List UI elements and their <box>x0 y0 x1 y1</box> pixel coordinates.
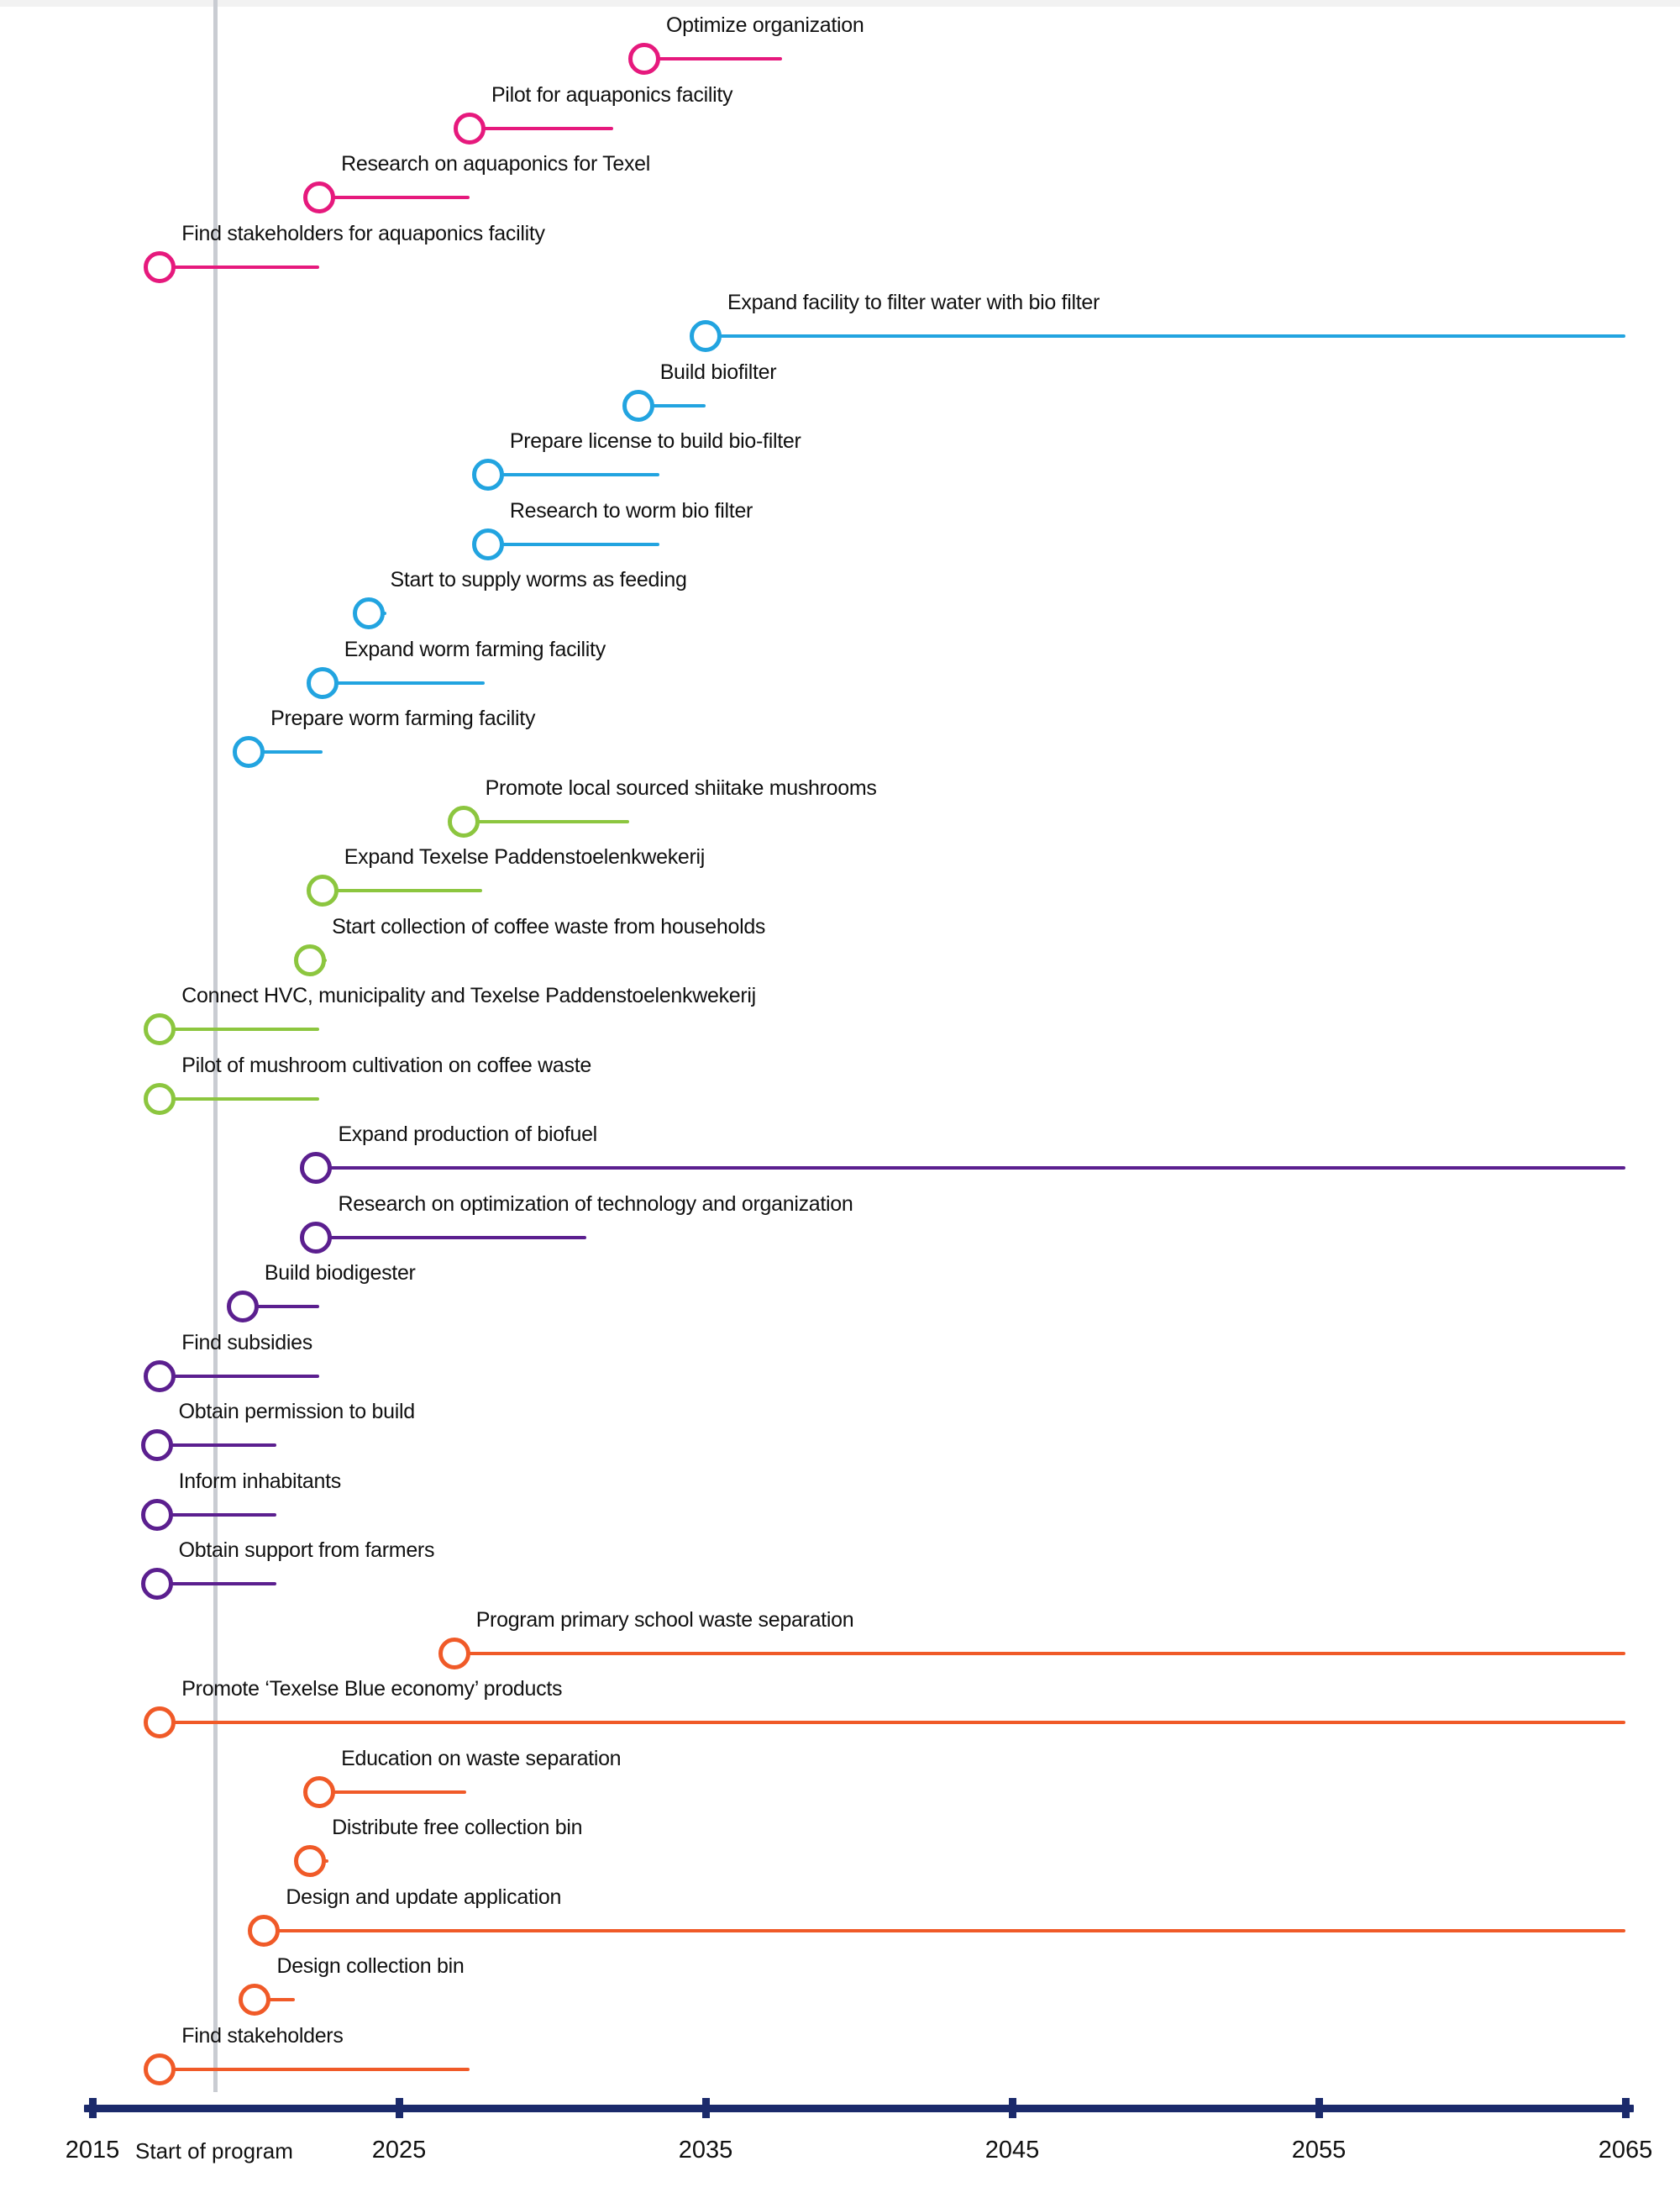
task-duration-bar <box>171 2068 470 2071</box>
task-duration-bar <box>169 1582 276 1585</box>
start-of-program-label: Start of program <box>135 2138 293 2164</box>
task-duration-bar <box>328 1236 585 1239</box>
axis-tick-label: 2035 <box>678 2137 733 2164</box>
axis-tick-label: 2045 <box>984 2137 1040 2164</box>
task-duration-bar <box>656 57 782 60</box>
task-duration-bar <box>171 1028 319 1031</box>
task-label: Prepare worm farming facility <box>270 707 536 730</box>
task-start-marker[interactable] <box>144 1013 176 1045</box>
task-duration-bar <box>171 266 319 269</box>
task-start-marker[interactable] <box>622 390 654 422</box>
timeline-task[interactable] <box>0 221 1680 292</box>
task-label: Expand worm farming facility <box>344 637 606 661</box>
task-label: Find stakeholders for aquaponics facility <box>181 221 545 245</box>
axis-tick-label: 2015 <box>65 2137 120 2164</box>
task-duration-bar <box>475 820 629 823</box>
task-label: Find subsidies <box>181 1330 312 1354</box>
task-label: Start to supply worms as feeding <box>390 568 687 591</box>
axis-tick <box>89 2098 97 2118</box>
timeline-task[interactable] <box>0 1538 1680 1609</box>
task-start-marker[interactable] <box>144 1360 176 1392</box>
axis-tick-label: 2065 <box>1598 2137 1653 2164</box>
timeline-task[interactable] <box>0 1191 1680 1263</box>
timeline-task[interactable] <box>0 291 1680 361</box>
timeline-task[interactable] <box>0 2023 1680 2095</box>
task-label: Design and update application <box>286 1885 562 1909</box>
task-start-marker[interactable] <box>239 1984 270 2016</box>
task-start-marker[interactable] <box>141 1568 173 1600</box>
timeline-task[interactable] <box>0 568 1680 639</box>
task-start-marker[interactable] <box>448 806 480 838</box>
task-start-marker[interactable] <box>353 597 385 629</box>
task-duration-bar <box>328 1166 1625 1170</box>
task-label: Expand Texelse Paddenstoelenkwekerij <box>344 845 706 869</box>
task-label: Start collection of coffee waste from households <box>332 914 766 939</box>
task-duration-bar <box>331 1790 466 1794</box>
task-duration-bar <box>481 127 614 130</box>
task-start-marker[interactable] <box>227 1291 259 1322</box>
axis-tick-label: 2055 <box>1291 2137 1347 2164</box>
task-duration-bar <box>331 196 470 199</box>
task-duration-bar <box>334 889 482 892</box>
timeline-task[interactable] <box>0 637 1680 708</box>
task-label: Education on waste separation <box>341 1746 622 1770</box>
axis-tick <box>1622 2098 1630 2118</box>
task-duration-bar <box>266 1998 294 2001</box>
task-start-marker[interactable] <box>307 875 339 907</box>
task-start-marker[interactable] <box>248 1915 280 1947</box>
task-start-marker[interactable] <box>144 251 176 283</box>
axis-tick <box>702 2098 710 2118</box>
timeline-task[interactable] <box>0 1677 1680 1748</box>
task-start-marker[interactable] <box>141 1429 173 1461</box>
task-duration-bar <box>171 1097 319 1101</box>
timeline-task[interactable] <box>0 1053 1680 1124</box>
task-label: Find stakeholders <box>181 2023 344 2048</box>
timeline-task[interactable] <box>0 1607 1680 1679</box>
timeline-task[interactable] <box>0 1400 1680 1470</box>
task-start-marker[interactable] <box>690 320 722 352</box>
timeline-task[interactable] <box>0 1746 1680 1817</box>
task-label: Inform inhabitants <box>178 1469 341 1493</box>
task-duration-bar <box>255 1305 319 1308</box>
task-duration-bar <box>169 1443 276 1447</box>
timeline-task[interactable] <box>0 1885 1680 1956</box>
task-label: Expand facility to filter water with bio filter <box>727 291 1100 314</box>
task-label: Program primary school waste separation <box>475 1607 854 1632</box>
task-duration-bar <box>260 750 323 754</box>
task-start-marker[interactable] <box>472 528 504 560</box>
task-start-marker[interactable] <box>144 1083 176 1115</box>
task-start-marker[interactable] <box>307 667 339 699</box>
task-duration-bar <box>500 543 659 546</box>
task-start-marker[interactable] <box>472 459 504 491</box>
axis-tick-label: 2025 <box>371 2137 427 2164</box>
timeline-task[interactable] <box>0 1954 1680 2025</box>
task-duration-bar <box>276 1929 1625 1932</box>
task-start-marker[interactable] <box>141 1499 173 1531</box>
task-start-marker[interactable] <box>144 1706 176 1738</box>
timeline-task[interactable] <box>0 845 1680 916</box>
timeline-task[interactable] <box>0 498 1680 570</box>
task-label: Pilot for aquaponics facility <box>491 82 733 107</box>
task-duration-bar <box>169 1513 276 1517</box>
task-duration-bar <box>171 1375 319 1378</box>
task-label: Obtain permission to build <box>178 1400 415 1423</box>
timeline-task[interactable] <box>0 1261 1680 1332</box>
timeline-task[interactable] <box>0 82 1680 154</box>
task-label: Build biodigester <box>264 1261 416 1285</box>
task-duration-bar <box>650 404 706 407</box>
task-label: Design collection bin <box>276 1954 465 1978</box>
axis-tick <box>396 2098 403 2118</box>
task-duration-bar <box>500 473 659 476</box>
timeline-task[interactable] <box>0 360 1680 431</box>
task-label: Expand production of biofuel <box>338 1123 597 1146</box>
task-start-marker[interactable] <box>303 181 335 213</box>
timeline-task[interactable] <box>0 1330 1680 1401</box>
timeline-task[interactable] <box>0 776 1680 847</box>
task-start-marker[interactable] <box>144 2053 176 2085</box>
task-start-marker[interactable] <box>300 1222 332 1254</box>
task-start-marker[interactable] <box>454 113 486 145</box>
task-start-marker[interactable] <box>300 1152 332 1184</box>
task-label: Optimize organization <box>666 13 864 37</box>
timeline-task[interactable] <box>0 1123 1680 1193</box>
axis-tick <box>1315 2098 1323 2118</box>
task-label: Promote local sourced shiitake mushrooms <box>485 776 877 800</box>
task-duration-bar <box>334 681 485 685</box>
task-label: Research on aquaponics for Texel <box>341 152 651 176</box>
task-label: Connect HVC, municipality and Texelse Paddenstoelenkwekerij <box>181 984 756 1007</box>
task-duration-bar <box>466 1652 1625 1655</box>
timeline-task[interactable] <box>0 13 1680 84</box>
task-label: Research to worm bio filter <box>509 498 753 523</box>
task-start-marker[interactable] <box>294 944 326 976</box>
timeline-task[interactable] <box>0 152 1680 223</box>
task-label: Prepare license to build bio-filter <box>509 429 801 453</box>
task-start-marker[interactable] <box>294 1845 326 1877</box>
task-duration-bar <box>717 334 1625 338</box>
task-start-marker[interactable] <box>233 736 265 768</box>
timeline-task[interactable] <box>0 707 1680 777</box>
timeline-task[interactable] <box>0 984 1680 1054</box>
task-label: Promote ‘Texelse Blue economy’ products <box>181 1677 563 1701</box>
timeline-task[interactable] <box>0 1469 1680 1540</box>
task-label: Pilot of mushroom cultivation on coffee waste <box>181 1053 591 1077</box>
timeline-task[interactable] <box>0 1816 1680 1886</box>
task-label: Distribute free collection bin <box>332 1816 583 1839</box>
axis-baseline <box>84 2105 1634 2112</box>
task-duration-bar <box>171 1721 1625 1724</box>
task-label: Build biofilter <box>659 360 777 384</box>
task-label: Obtain support from farmers <box>178 1538 435 1562</box>
axis-tick <box>1009 2098 1016 2118</box>
task-label: Research on optimization of technology and organization <box>338 1191 853 1216</box>
timeline-task[interactable] <box>0 429 1680 500</box>
task-start-marker[interactable] <box>438 1638 470 1669</box>
task-start-marker[interactable] <box>628 43 660 75</box>
timeline-task[interactable] <box>0 914 1680 986</box>
task-start-marker[interactable] <box>303 1776 335 1808</box>
